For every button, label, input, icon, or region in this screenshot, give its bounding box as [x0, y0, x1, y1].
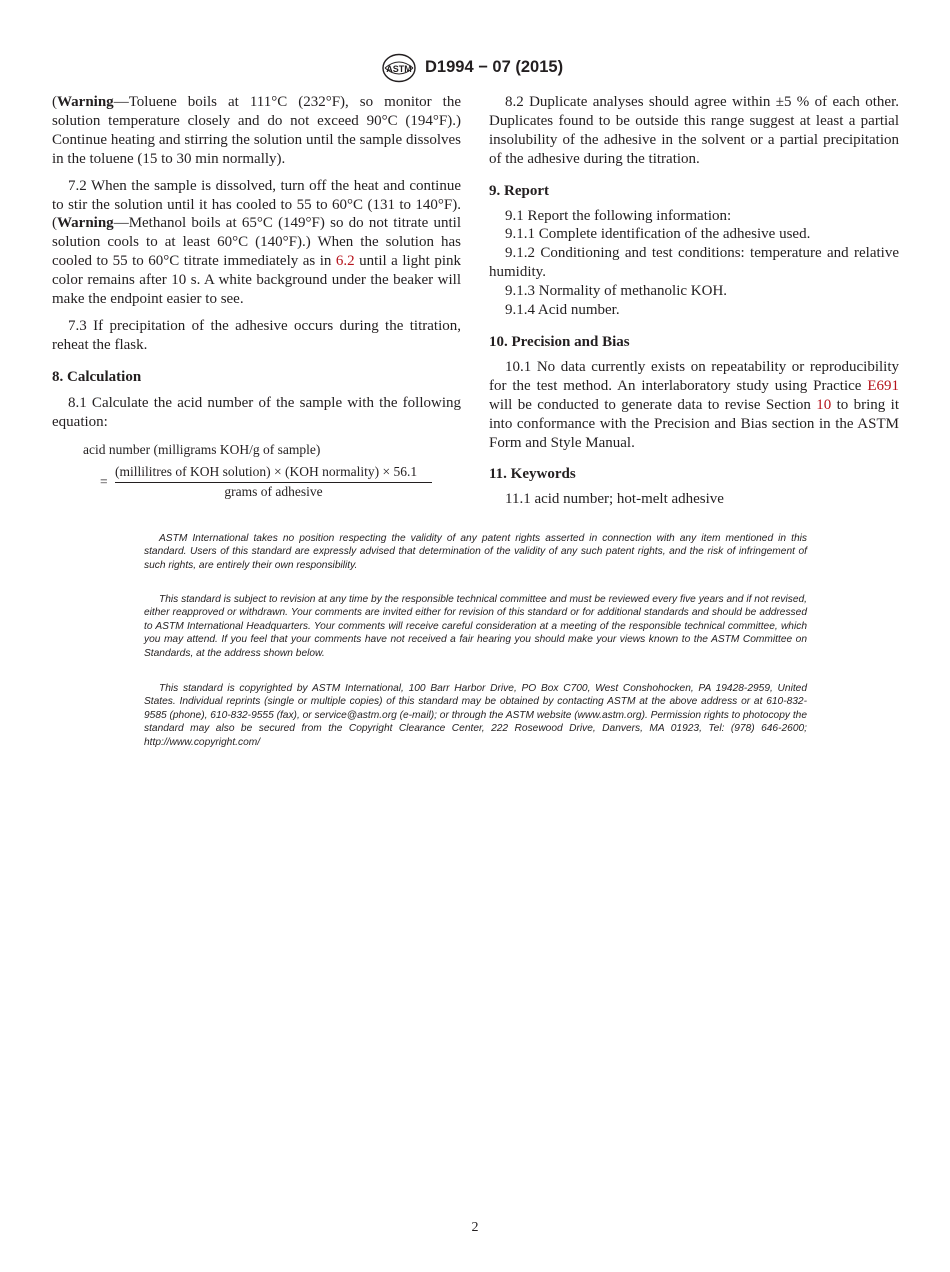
page-number: 2 — [471, 1220, 479, 1235]
paragraph-11-1: 11.1 acid number; hot-melt adhesive — [505, 491, 724, 508]
revision-notice: This standard is subject to revision at any time by the responsible technical committee and must be reviewed every five years and if not revised, either reapproved or withdrawn. Your comments are invited either for revision of this standard or for additional standards and should be addressed to ASTM International Headquarters. Your comments will receive careful consideration at a meeting of the responsible technical committee, which you may attend. If you feel that your comments have not received a fair hearing you should make your views known to the ASTM Committee on Standards, at the address shown below. — [144, 594, 807, 659]
item-9-1: 9.1 Report the following information: — [505, 207, 732, 224]
warning-paragraph: (Warning—Toluene boils at 111°C (232°F), so monitor the solution temperature closely and do not exceed 90°C (194°F).) Continue heating and stirring the solution until the sample dissolves in the toluene (15 to 30 min normally). — [52, 94, 461, 167]
paragraph-7-2: 7.2 When the sample is dissolved, turn off the heat and continue to stir the solution until it has cooled to 55 to 60°C (131 to 140°F). (Warning—Methanol boils at 65°C (149°F) so do not titrate until solution cools to at least 60°C (140°F).) When the solution has cooled to 55 to 60°C titrate immediately as in 6.2 until a light pink color remains after 10 s. A white background under the beaker will make the endpoint easier to see. — [52, 177, 461, 308]
ref-link-section-10[interactable]: 10 — [816, 396, 832, 413]
paragraph-8-1: 8.1 Calculate the acid number of the sample with the following equation: — [52, 394, 461, 430]
ref-link-e691[interactable]: E691 — [867, 377, 899, 394]
section-heading-8: 8. Calculation — [52, 368, 142, 385]
acid-number-equation — [52, 441, 461, 501]
ref-link-6-2[interactable]: 6.2 — [335, 253, 355, 270]
equation-equals: = — [100, 473, 108, 489]
paragraph-7-3: 7.3 If precipitation of the adhesive occurs during the titration, reheat the flask. — [52, 317, 461, 353]
section-heading-10: 10. Precision and Bias — [489, 333, 630, 350]
equation-lhs: acid number (milligrams KOH/g of sample) — [83, 441, 321, 457]
paragraph-8-2: 8.2 Duplicate analyses should agree within ±5 % of each other. Duplicates found to be outside this range suggest at least a partial insolubility of the adhesive in the solvent or a partial precipitation of the adhesive during the titration. — [489, 94, 899, 167]
left-column — [52, 93, 461, 501]
page-header — [0, 52, 950, 84]
section-heading-9: 9. Report — [489, 182, 549, 199]
patent-notice: ASTM International takes no position respecting the validity of any patent rights asserted in connection with any item mentioned in this standard. Users of this standard are expressly advised that determination of the validity of any such patent rights, and the risk of infringement of such rights, are entirely their own responsibility. — [144, 533, 807, 571]
equation-numerator: (millilitres of KOH solution) × (KOH normality) × 56.1 — [115, 463, 418, 479]
right-column — [489, 93, 899, 509]
item-9-1-2: 9.1.2 Conditioning and test conditions: temperature and relative humidity. — [489, 245, 899, 281]
astm-logo-icon — [381, 52, 417, 84]
copyright-notice: This standard is copyrighted by ASTM International, 100 Barr Harbor Drive, PO Box C700, West Conshohocken, PA 19428-2959, United States. Individual reprints (single or multiple copies) of this standard may be obtained by contacting ASTM at the above address or at 610-832-9585 (phone), 610-832-9555 (fax), or service@astm.org (e-mail); or through the ASTM website (www.astm.org). Permission rights to photocopy the standard may also be secured from the Copyright Clearance Center, 222 Rosewood Drive, Danvers, MA 01923, Tel: (978) 646-2600; http://www.copyright.com/ — [144, 683, 807, 748]
section-heading-11: 11. Keywords — [489, 466, 576, 483]
paragraph-10-1: 10.1 No data currently exists on repeatability or reproducibility for the test method. An interlaboratory study using Practice E691 will be conducted to generate data to revise Section 10 to bring it into conformance with the Precision and Bias section in the ASTM Form and Style Manual. — [489, 358, 899, 451]
svg-text:ASTM: ASTM — [386, 64, 412, 74]
document-id: D1994 − 07 (2015) — [425, 58, 564, 76]
item-9-1-4: 9.1.4 Acid number. — [505, 302, 620, 319]
item-9-1-3: 9.1.3 Normality of methanolic KOH. — [505, 283, 728, 300]
item-9-1-1: 9.1.1 Complete identification of the adhesive used. — [505, 226, 811, 243]
equation-denominator: grams of adhesive — [224, 483, 323, 499]
